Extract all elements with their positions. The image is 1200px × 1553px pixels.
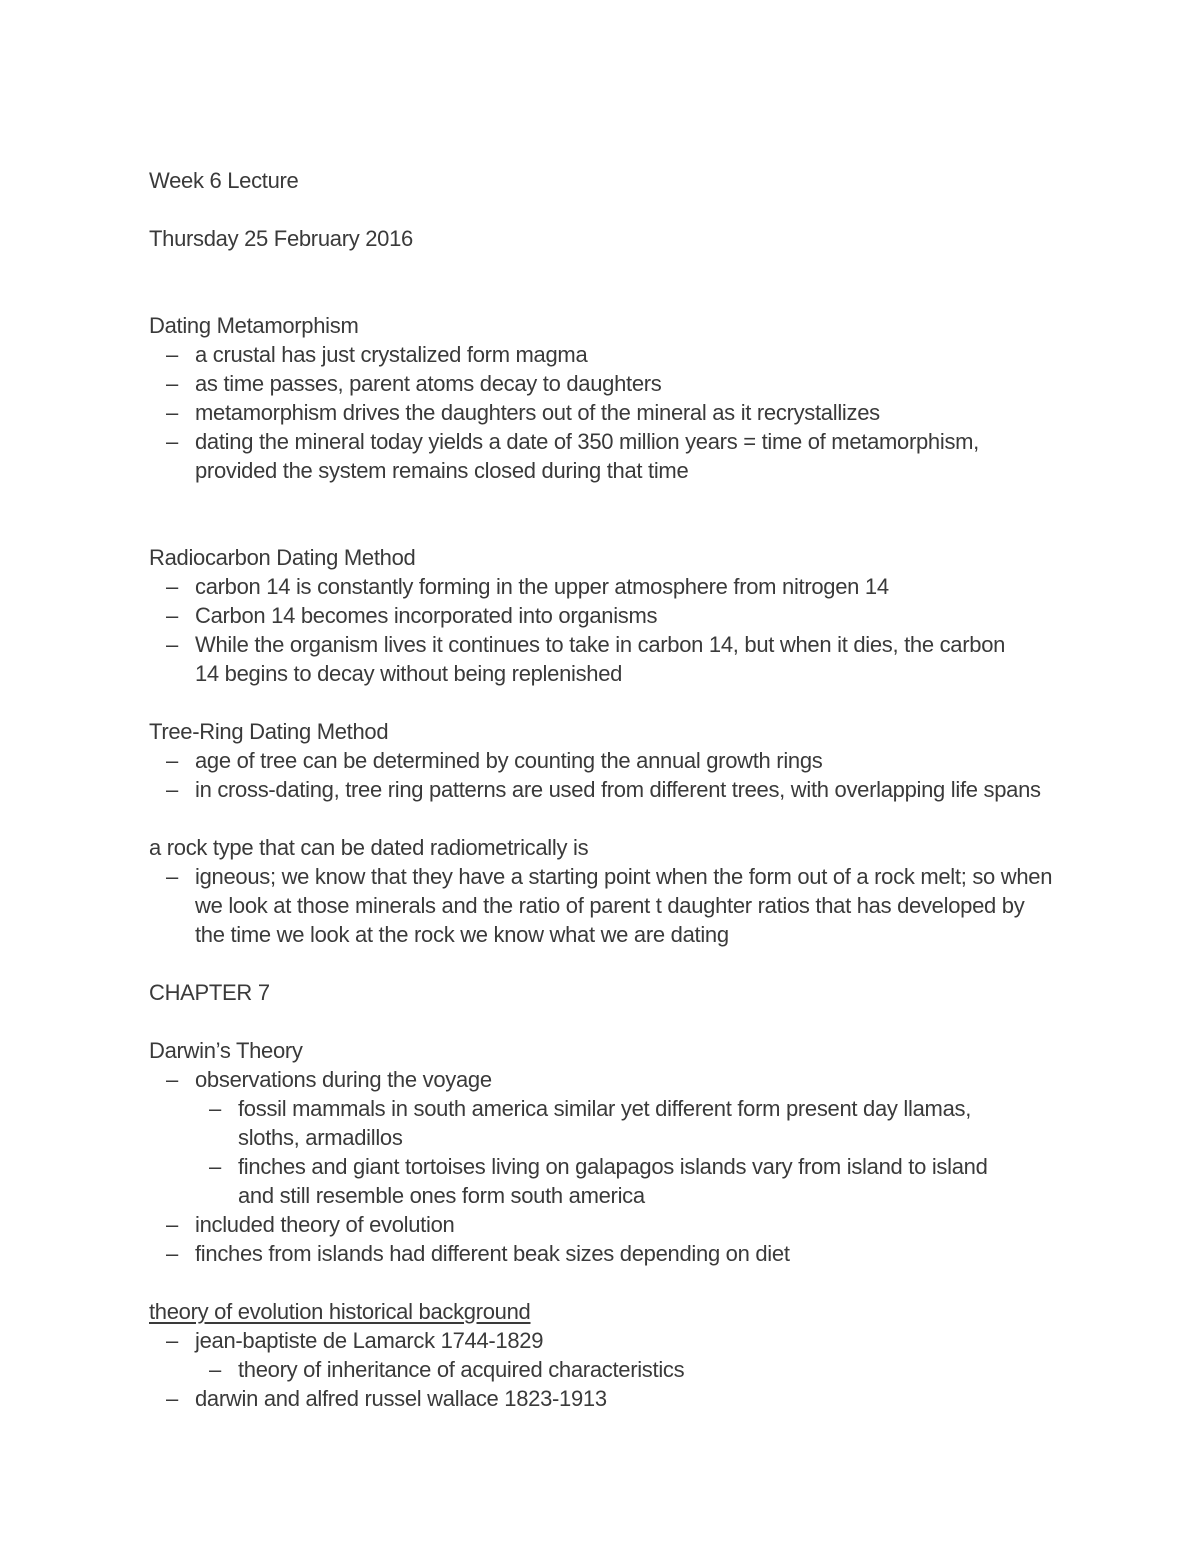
bullet-dash: – bbox=[166, 1212, 178, 1237]
list-item bbox=[149, 427, 1069, 485]
list-item-text: finches and giant tortoises living on galapagos islands vary from island to island and still resemble ones form south america bbox=[238, 1154, 988, 1208]
spacer bbox=[149, 253, 1069, 311]
list-item-text: observations during the voyage bbox=[195, 1067, 492, 1092]
list-item bbox=[149, 630, 1069, 688]
bullet-dash: – bbox=[166, 1328, 178, 1353]
list-item bbox=[149, 1210, 1069, 1239]
bullet-dash: – bbox=[209, 1357, 221, 1382]
sub-list-item bbox=[149, 1152, 1069, 1210]
list-item-text: jean-baptiste de Lamarck 1744-1829 bbox=[195, 1328, 544, 1353]
list-item-text: dating the mineral today yields a date of 350 million years = time of metamorphism, provided the system remains closed during that time bbox=[195, 429, 979, 483]
underlined-heading-text: theory of evolution historical background bbox=[149, 1299, 531, 1324]
list-item bbox=[149, 862, 1069, 949]
section-heading-rock-type: a rock type that can be dated radiometrically is bbox=[149, 835, 589, 860]
bullet-dash: – bbox=[166, 748, 178, 773]
section-heading-tree-ring: Tree-Ring Dating Method bbox=[149, 719, 389, 744]
chapter-heading: CHAPTER 7 bbox=[149, 980, 270, 1005]
sub-list-item bbox=[149, 1355, 1069, 1384]
bullet-dash: – bbox=[166, 632, 178, 657]
spacer bbox=[149, 688, 1069, 717]
list-item-text: in cross-dating, tree ring patterns are used from different trees, with overlapping life spans bbox=[195, 777, 1041, 802]
list-item bbox=[149, 1065, 1069, 1094]
bullet-dash: – bbox=[166, 342, 178, 367]
list-item bbox=[149, 1384, 1069, 1413]
list-item-text: a crustal has just crystalized form magma bbox=[195, 342, 588, 367]
list-item bbox=[149, 572, 1069, 601]
list-item bbox=[149, 369, 1069, 398]
list-item-text: While the organism lives it continues to take in carbon 14, but when it dies, the carbon 14 begins to decay without being replenished bbox=[195, 632, 1006, 686]
bullet-dash: – bbox=[166, 864, 178, 889]
list-item bbox=[149, 601, 1069, 630]
list-item-text: carbon 14 is constantly forming in the upper atmosphere from nitrogen 14 bbox=[195, 574, 889, 599]
document-page bbox=[149, 166, 1069, 1413]
list-item-text: as time passes, parent atoms decay to daughters bbox=[195, 371, 662, 396]
spacer bbox=[149, 1268, 1069, 1297]
list-item-text: finches from islands had different beak sizes depending on diet bbox=[195, 1241, 790, 1266]
list-item-text: darwin and alfred russel wallace 1823-1913 bbox=[195, 1386, 607, 1411]
bullet-dash: – bbox=[166, 1241, 178, 1266]
lecture-date: Thursday 25 February 2016 bbox=[149, 226, 413, 251]
list-item-text: fossil mammals in south america similar yet different form present day llamas, sloths, armadillos bbox=[238, 1096, 972, 1150]
list-item-text: metamorphism drives the daughters out of the mineral as it recrystallizes bbox=[195, 400, 880, 425]
spacer bbox=[149, 485, 1069, 543]
bullet-dash: – bbox=[166, 777, 178, 802]
spacer bbox=[149, 1007, 1069, 1036]
list-item bbox=[149, 1239, 1069, 1268]
bullet-dash: – bbox=[166, 400, 178, 425]
section-heading-darwin: Darwin’s Theory bbox=[149, 1038, 303, 1063]
bullet-dash: – bbox=[209, 1154, 221, 1179]
bullet-dash: – bbox=[166, 1067, 178, 1092]
sub-list-item bbox=[149, 1094, 1069, 1152]
list-item bbox=[149, 775, 1069, 804]
bullet-dash: – bbox=[166, 429, 178, 454]
section-heading-evolution-history bbox=[149, 1297, 1069, 1326]
bullet-dash: – bbox=[166, 603, 178, 628]
list-item-text: Carbon 14 becomes incorporated into organisms bbox=[195, 603, 658, 628]
bullet-dash: – bbox=[166, 574, 178, 599]
list-item bbox=[149, 340, 1069, 369]
list-item bbox=[149, 1326, 1069, 1355]
bullet-dash: – bbox=[166, 1386, 178, 1411]
spacer bbox=[149, 949, 1069, 978]
bullet-dash: – bbox=[166, 371, 178, 396]
bullet-dash: – bbox=[209, 1096, 221, 1121]
list-item-text: theory of inheritance of acquired characteristics bbox=[238, 1357, 685, 1382]
section-heading-radiocarbon: Radiocarbon Dating Method bbox=[149, 545, 416, 570]
list-item-text: age of tree can be determined by counting the annual growth rings bbox=[195, 748, 823, 773]
list-item bbox=[149, 398, 1069, 427]
spacer bbox=[149, 195, 1069, 224]
list-item-text: included theory of evolution bbox=[195, 1212, 455, 1237]
list-item-text: igneous; we know that they have a starting point when the form out of a rock melt; so when we look at those minerals and the ratio of parent t daughter ratios that has developed by the time we look at the rock we know what we are dating bbox=[195, 864, 1053, 947]
page-title: Week 6 Lecture bbox=[149, 168, 299, 193]
list-item bbox=[149, 746, 1069, 775]
spacer bbox=[149, 804, 1069, 833]
section-heading-dating-metamorphism: Dating Metamorphism bbox=[149, 313, 359, 338]
